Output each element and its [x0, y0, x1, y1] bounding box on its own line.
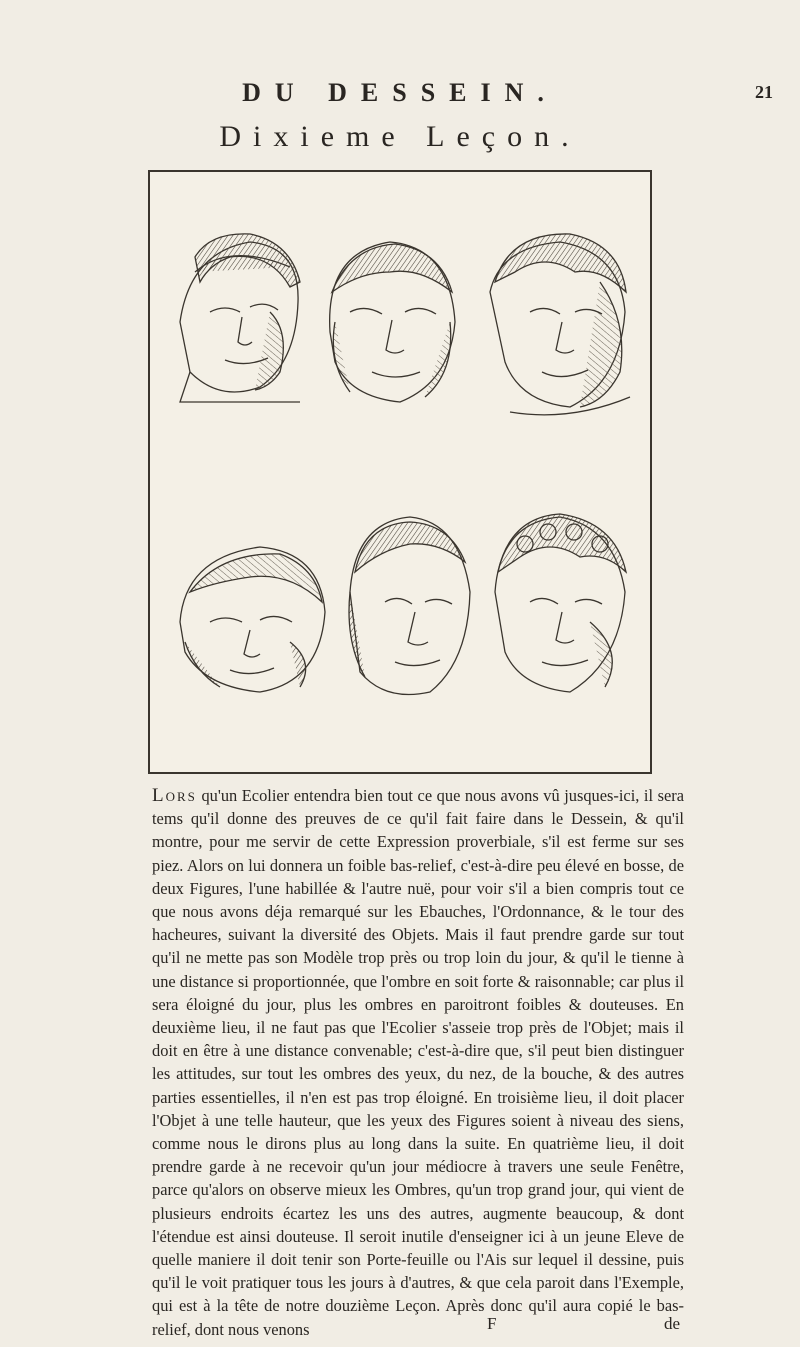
- page-number: 21: [755, 82, 773, 102]
- engraved-plate: [148, 170, 652, 774]
- head-study-5: [349, 517, 470, 695]
- catchword: de: [663, 1314, 680, 1333]
- lesson-title: Dixieme Leçon.: [219, 120, 581, 153]
- head-study-1: [180, 234, 300, 402]
- engraved-heads-icon: [150, 172, 650, 772]
- body-text: [152, 784, 684, 1341]
- running-head: DU DESSEIN.: [242, 78, 558, 107]
- lead-word: Lors: [152, 785, 197, 806]
- head-study-3: [490, 234, 630, 415]
- paragraph-text: qu'un Ecolier entendra bien tout ce que nous avons vû jusques-ici, il sera tems qu'il donne des preuves de ce qu'il fait faire dans le Dessein, & qu'il montre, pour me servir de cette Expression proverbiale, s'il est ferme sur ses piez. Alors on lui donnera un foible bas-relief, c'est-à-dire peu élevé en bosse, de deux Figures, l'une habillée & l'autre nuë, pour voir s'il a bien compris tout ce que nous avons déja remarqué sur les Ebauches, l'Ordonnance, & le tour des hacheures, suivant la diversité des Objets. Mais il faut prendre garde sur tout qu'il ne mette pas son Modèle trop près ou trop loin du jour, & qu'il le tienne à une distance si proportionnée, que l'ombre en soit forte & raisonnable; car plus il sera éloigné du jour, plus les ombres en paroitront foibles & douteuses. En deuxième lieu, il ne faut pas que l'Ecolier s'asseie trop près de l'Objet; mais il doit en être à une distance convenable; c'est-à-dire que, s'il peut bien distinguer les attitudes, sur tout les ombres des yeux, du nez, de la bouche, & des autres parties essentielles, il n'en est pas trop éloigné. En troisième lieu, il doit placer l'Objet à une telle hauteur, que les yeux des Figures soient à niveau des siens, comme nous le dirons plus au long dans la suite. En quatrième lieu, il doit prendre garde à ne recevoir qu'un jour médiocre à travers une seule Fenêtre, parce qu'alors on observe mieux les Ombres, qu'un trop grand jour, qui vient de plusieurs endroits écartez les uns des autres, augmente beaucoup, & dont l'étendue est ainsi douteuse. Il seroit inutile d'enseigner ici à un jeune Eleve de quelle maniere il doit tenir son Porte-feuille ou l'Ais sur lequel il dessine, puis qu'il le voit pratiquer tous les jours à d'autres, & que cela paroit dans l'Exemple, qui est à la tête de notre douzième Leçon. Après donc qu'il aura copié le bas-relief, dont nous venons: [152, 786, 684, 1339]
- head-study-6: [495, 514, 626, 692]
- head-study-4: [180, 547, 325, 692]
- head-study-2: [330, 242, 455, 402]
- footer-catchwords: [152, 1314, 684, 1338]
- signature-mark: F: [487, 1314, 497, 1333]
